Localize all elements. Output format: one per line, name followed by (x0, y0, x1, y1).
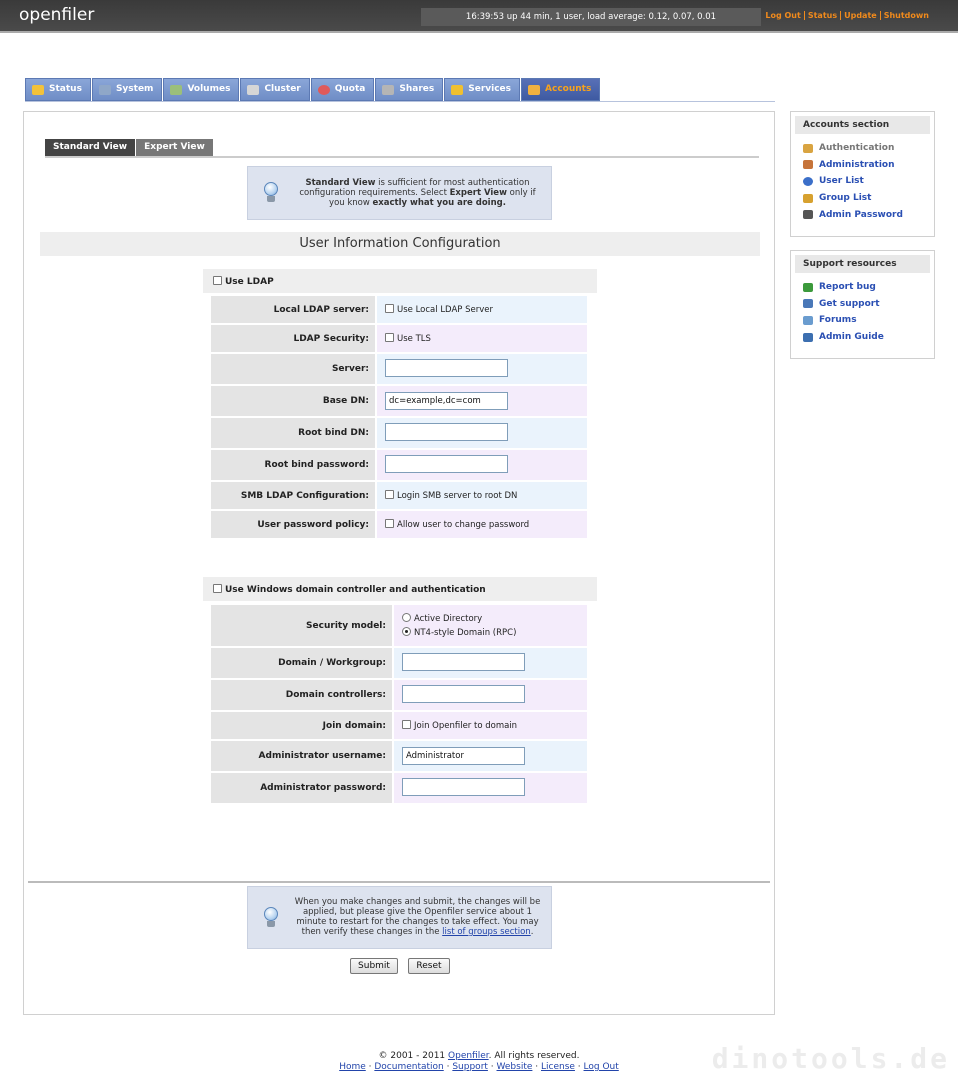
info-text (292, 178, 543, 208)
groups-section-link[interactable]: list of groups section (442, 927, 531, 937)
form-label: Join domain: (211, 712, 394, 739)
support-icon (803, 299, 813, 308)
support-menu (791, 279, 934, 345)
sidebar-item-label: Admin Password (819, 209, 903, 220)
reset-button[interactable]: Reset (408, 958, 450, 974)
form-row (211, 482, 587, 509)
checkbox-label: Allow user to change password (397, 520, 530, 530)
support-sidebar (790, 250, 935, 359)
footer-website-link[interactable]: Website (496, 1062, 533, 1072)
form-value (394, 741, 587, 771)
local-ldap-checkbox[interactable] (385, 304, 394, 313)
form-row (211, 680, 587, 710)
form-row (211, 418, 587, 448)
form-value (394, 605, 587, 646)
form-label: Domain / Workgroup: (211, 648, 394, 678)
form-label: Administrator password: (211, 773, 394, 803)
tab-label: Quota (334, 84, 366, 94)
tab-label: Cluster (264, 84, 301, 94)
sidebar-item-label: Admin Guide (819, 332, 884, 343)
status-link[interactable]: Status (805, 11, 841, 20)
admin-icon (803, 160, 813, 169)
form-value (377, 450, 587, 480)
form-value (377, 296, 587, 323)
form-row (211, 296, 587, 323)
form-row (211, 741, 587, 771)
key-icon (803, 144, 813, 153)
radio-option (402, 612, 587, 626)
form-label: Server: (211, 354, 377, 384)
sidebar-item-administration[interactable] (803, 157, 934, 174)
footer-documentation-link[interactable]: Documentation (374, 1062, 444, 1072)
guide-icon (803, 333, 813, 342)
form-value (377, 511, 587, 538)
tab-quota[interactable] (311, 78, 375, 101)
form-label: Base DN: (211, 386, 377, 416)
sidebar-item-report-bug[interactable] (803, 279, 934, 296)
tab-standard-view[interactable]: Standard View (45, 139, 135, 156)
openfiler-link[interactable]: Openfiler (448, 1051, 489, 1061)
info-span: When you make changes and submit, the changes will be applied, but please give the Openfiler service about 1 minute to restart for the changes to take effect. You may then verify these changes in the (294, 897, 541, 937)
checkbox-label: Join Openfiler to domain (414, 721, 518, 731)
shutdown-link[interactable]: Shutdown (883, 11, 929, 20)
form-row (211, 450, 587, 480)
form-label: SMB LDAP Configuration: (211, 482, 377, 509)
sidebar-item-admin-guide[interactable] (803, 329, 934, 346)
ldap-form (211, 294, 587, 540)
sidebar-item-user-list[interactable] (803, 173, 934, 190)
form-label: Domain controllers: (211, 680, 394, 710)
form-row (211, 354, 587, 384)
form-value (377, 354, 587, 384)
form-value (394, 680, 587, 710)
top-bar (0, 0, 958, 33)
windows-form (211, 603, 587, 805)
base-dn-input[interactable]: dc=example,dc=com (385, 392, 508, 410)
admin-username-input[interactable]: Administrator (402, 747, 525, 765)
tab-label: Accounts (545, 84, 592, 94)
main-nav (25, 78, 601, 101)
server-input[interactable] (385, 359, 508, 377)
windows-header-label: Use Windows domain controller and authentication (225, 585, 486, 595)
form-value (394, 648, 587, 678)
quota-icon (318, 85, 330, 95)
domain-workgroup-input[interactable] (402, 653, 525, 671)
root-bind-dn-input[interactable] (385, 423, 508, 441)
ldap-group-header (203, 269, 597, 293)
sidebar-item-label: Administration (819, 159, 895, 170)
info-bold: Standard View (305, 178, 376, 188)
accounts-sidebar (790, 111, 935, 237)
windows-group-header (203, 577, 597, 601)
tab-label: System (115, 84, 154, 94)
form-value (377, 386, 587, 416)
top-links (762, 11, 932, 20)
form-label: Security model: (211, 605, 394, 646)
radio-option (402, 626, 587, 640)
form-value (394, 712, 587, 739)
view-tabs-divider (45, 156, 759, 158)
form-row (211, 325, 587, 352)
join-domain-checkbox[interactable] (402, 720, 411, 729)
lightbulb-icon (263, 182, 279, 204)
tab-cluster[interactable] (240, 78, 309, 101)
form-row (211, 773, 587, 803)
sidebar-item-get-support[interactable] (803, 296, 934, 313)
sidebar-item-authentication[interactable] (803, 140, 934, 157)
info-bold: exactly what you are doing. (372, 198, 506, 208)
form-row (211, 605, 587, 646)
form-row (211, 712, 587, 739)
ldap-header-label: Use LDAP (225, 277, 274, 287)
password-policy-checkbox[interactable] (385, 519, 394, 528)
nav-divider (25, 101, 775, 102)
sidebar-title: Accounts section (795, 116, 930, 134)
logout-link[interactable]: Log Out (762, 11, 804, 20)
form-value (394, 773, 587, 803)
info-box-bottom (247, 886, 552, 949)
volumes-icon (170, 85, 182, 95)
copyright (0, 1051, 958, 1062)
form-row (211, 648, 587, 678)
lightbulb-icon (263, 907, 279, 929)
view-tabs (45, 139, 214, 156)
use-ldap-checkbox[interactable] (213, 276, 222, 285)
form-value (377, 482, 587, 509)
sidebar-item-label: User List (819, 176, 864, 187)
status-icon (32, 85, 44, 95)
sidebar-item-label: Group List (819, 193, 872, 204)
footer-home-link[interactable]: Home (339, 1062, 366, 1072)
copyright-text: © 2001 - 2011 (378, 1051, 449, 1061)
sidebar-item-label: Get support (819, 298, 880, 309)
tab-label: Services (468, 84, 512, 94)
info-span: is sufficient for most authentication configuration requirements. Select (299, 178, 530, 198)
form-label: Local LDAP server: (211, 296, 377, 323)
tab-services[interactable] (444, 78, 520, 101)
checkbox-label: Login SMB server to root DN (397, 491, 518, 501)
sidebar-item-label: Authentication (819, 143, 895, 154)
tab-expert-view[interactable]: Expert View (136, 139, 213, 156)
info-box-top (247, 166, 552, 220)
tab-system[interactable] (92, 78, 163, 101)
form-value (377, 325, 587, 352)
form-label: User password policy: (211, 511, 377, 538)
footer-links: Home · Documentation · Support · Website · License · Log Out (339, 1062, 619, 1072)
app-logo[interactable]: openfiler (19, 5, 95, 25)
checkbox-label: Use TLS (397, 334, 431, 344)
forums-icon (803, 316, 813, 325)
radio-label: Active Directory (414, 613, 483, 624)
use-windows-checkbox[interactable] (213, 584, 222, 593)
submit-button[interactable]: Submit (350, 958, 398, 974)
system-icon (99, 85, 111, 95)
form-label: Root bind DN: (211, 418, 377, 448)
services-icon (451, 85, 463, 95)
accounts-menu (791, 140, 934, 223)
password-icon (803, 210, 813, 219)
form-divider (28, 881, 770, 883)
form-value (377, 418, 587, 448)
footer (0, 1051, 958, 1073)
root-bind-password-input[interactable] (385, 455, 508, 473)
form-label: Root bind password: (211, 450, 377, 480)
form-label: Administrator username: (211, 741, 394, 771)
sidebar-item-admin-password[interactable] (803, 206, 934, 223)
update-link[interactable]: Update (841, 11, 881, 20)
info-span: only if you know (329, 188, 536, 208)
system-uptime: 16:39:53 up 44 min, 1 user, load average: 0.12, 0.07, 0.01 (421, 8, 761, 26)
use-tls-checkbox[interactable] (385, 333, 394, 342)
copyright-text: . All rights reserved. (488, 1051, 580, 1061)
tab-volumes[interactable] (163, 78, 239, 101)
form-row (211, 511, 587, 538)
sidebar-item-label: Report bug (819, 282, 876, 293)
info-text (292, 897, 543, 937)
bug-icon (803, 283, 813, 292)
smb-ldap-checkbox[interactable] (385, 490, 394, 499)
active-directory-radio[interactable] (402, 613, 411, 622)
admin-password-input[interactable] (402, 778, 525, 796)
group-icon (803, 194, 813, 203)
form-label: LDAP Security: (211, 325, 377, 352)
shares-icon (382, 85, 394, 95)
footer-license-link[interactable]: License (541, 1062, 575, 1072)
tab-accounts[interactable] (521, 78, 600, 101)
footer-logout-link[interactable]: Log Out (583, 1062, 619, 1072)
info-bold: Expert View (449, 188, 507, 198)
accounts-icon (528, 85, 540, 95)
cluster-icon (247, 85, 259, 95)
form-row (211, 386, 587, 416)
tab-label: Shares (399, 84, 435, 94)
sidebar-item-forums[interactable] (803, 312, 934, 329)
info-span: . (530, 927, 534, 937)
tab-label: Status (49, 84, 82, 94)
main-panel (23, 111, 775, 1015)
footer-support-link[interactable]: Support (452, 1062, 488, 1072)
sidebar-item-label: Forums (819, 315, 857, 326)
page-title: User Information Configuration (40, 232, 760, 256)
nt4-domain-radio[interactable] (402, 627, 411, 636)
watermark: dinotools.de (711, 1042, 950, 1075)
sidebar-title: Support resources (795, 255, 930, 273)
domain-controllers-input[interactable] (402, 685, 525, 703)
user-icon (803, 177, 813, 186)
radio-label: NT4-style Domain (RPC) (414, 627, 517, 638)
sidebar-item-group-list[interactable] (803, 190, 934, 207)
tab-status[interactable] (25, 78, 91, 101)
checkbox-label: Use Local LDAP Server (397, 305, 493, 315)
tab-label: Volumes (187, 84, 231, 94)
tab-shares[interactable] (375, 78, 443, 101)
